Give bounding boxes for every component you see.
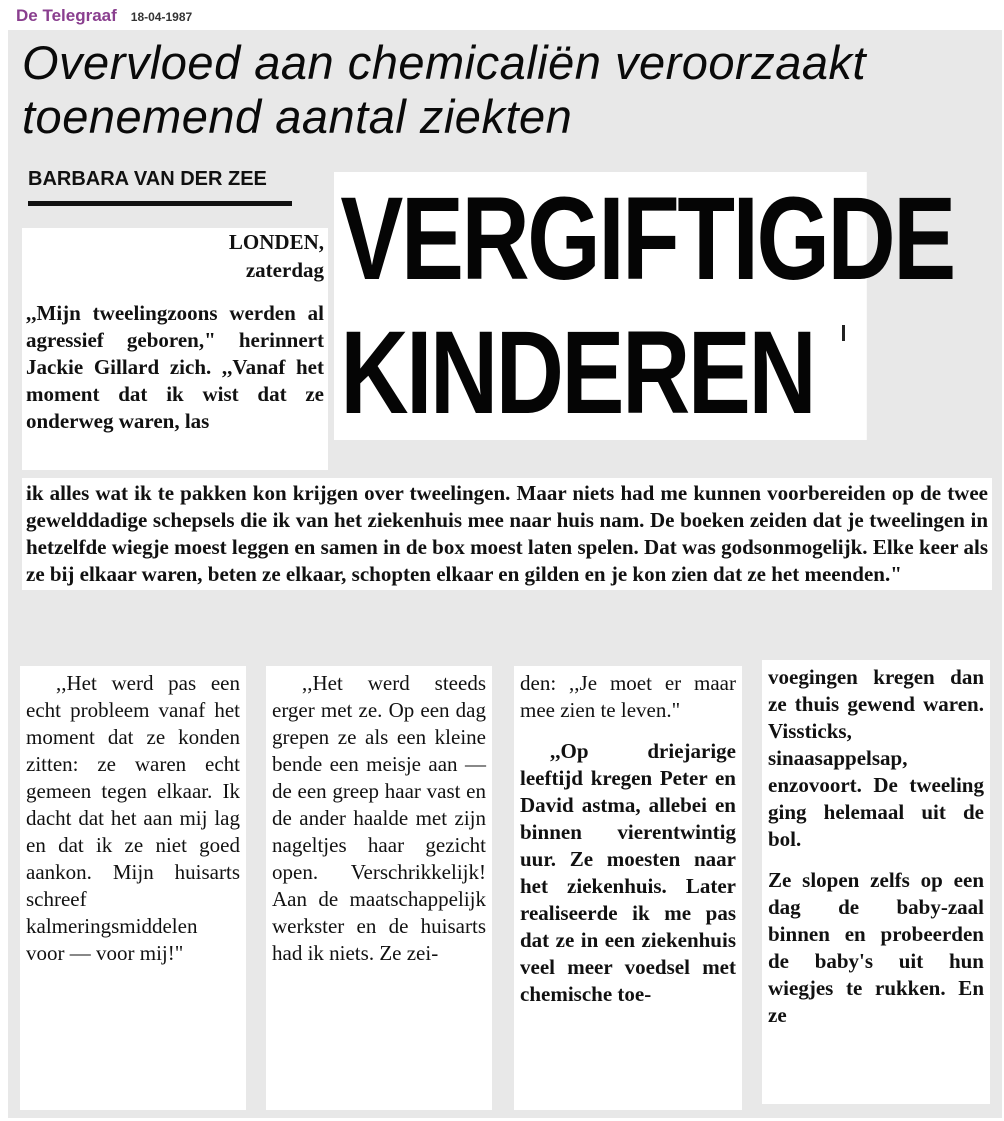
masthead [16,6,192,28]
intro-paragraph-start: ,,Mijn tweelingzoons werden al agressief geboren," herinnert Jackie Gillard zich. ,,Vanaf het moment dat ik wist dat ze onderweg waren, las [26,301,324,433]
intro-box [22,228,328,470]
column-2-paragraph-1: ,,Het werd steeds erger met ze. Op een dag grepen ze als een kleine bende een meisje aan — de een greep haar vast en de ander haalde met zijn nageltjes haar gezicht open. Verschrikkelijk! Aan de maatschappelijk werkster en de huisarts had ik niets. Ze zei- [272,671,486,965]
column-3-paragraph-1: den: ,,Je moet er maar mee zien te leven." [520,671,736,722]
intro-paragraph-continued: ik alles wat ik te pakken kon krijgen over tweelingen. Maar niets had me kunnen voorbereiden op de twee gewelddadige schepsels die ik van het ziekenhuis mee naar huis nam. De boeken zeiden dat je tweelingen in hetzelfde wiegje moest leggen en samen in de box moest laten spelen. Dat was godsonmogelijk. Elke keer als ze bij elkaar waren, beten ze elkaar, schopten elkaar en gilden en je kon zien dat ze het meenden." [22,478,992,590]
dateline [229,228,324,284]
column-4-paragraph-2: Ze slopen zelfs op een dag de baby-zaal binnen en probeerden de baby's uit hun wiegjes te rukken. En ze [768,868,984,1027]
column-1 [20,666,246,1110]
kicker-line-1: Overvloed aan chemicaliën veroorzaakt [22,36,867,89]
kicker-headline [22,36,982,144]
column-4 [762,660,990,1104]
byline: BARBARA VAN DER ZEE [28,168,292,206]
publication-date: 18-04-1987 [130,10,193,24]
headline-line-2: KINDEREN [340,307,815,439]
column-3 [514,666,742,1110]
newspaper-name: De Telegraaf [16,6,117,25]
column-3-paragraph-2: ,,Op driejarige leeftijd kregen Peter en David astma, allebei en binnen vierentwintig uur. Ze moesten naar het ziekenhuis. Later realiseerde ik me pas dat ze in een ziekenhuis veel meer voedsel met chemische toe- [520,739,736,1006]
kicker-line-2: toenemend aantal ziekten [22,90,573,143]
column-2 [266,666,492,1110]
print-mark [842,325,845,341]
dateline-city: LONDEN, [228,230,324,254]
column-1-paragraph-1: ,,Het werd pas een echt probleem vanaf het moment dat ze konden zitten: ze waren echt gemeen tegen elkaar. Ik dacht dat het aan mij lag en dat ik ze niet goed aankon. Mijn huisarts schreef kalmeringsmiddelen voor — voor mij!" [26,671,240,965]
main-headline [334,172,954,440]
dateline-day: zaterdag [245,258,324,282]
headline-line-1: VERGIFTIGDE [340,173,954,305]
column-4-paragraph-1: voegingen kregen dan ze thuis gewend waren. Vissticks, sinaasappelsap, enzovoort. De tweeling ging helemaal uit de bol. [768,665,984,851]
